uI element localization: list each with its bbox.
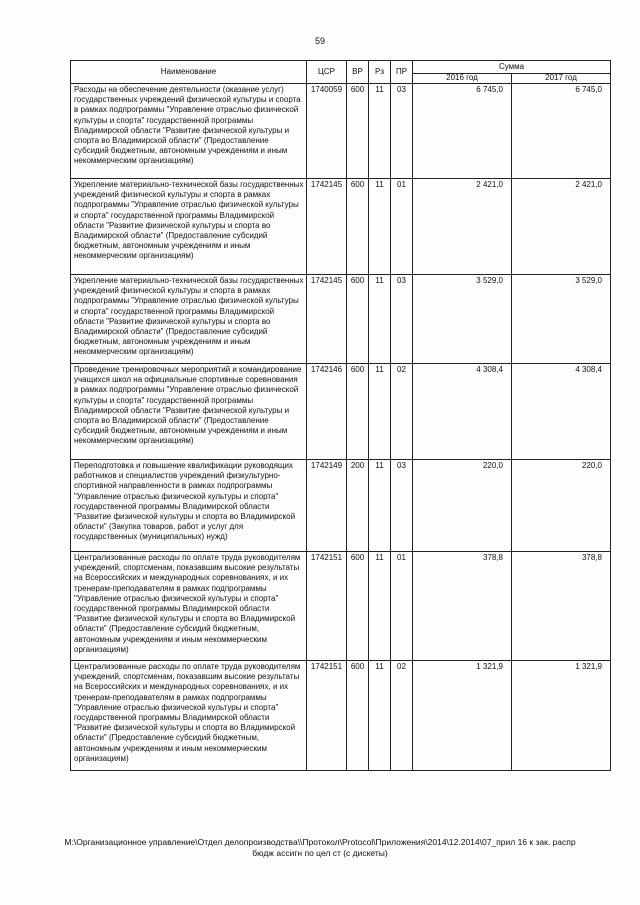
header-vr: ВР — [347, 61, 369, 84]
table-row — [71, 660, 611, 770]
row-pr-cell: 02 — [391, 660, 413, 770]
row-pr-cell: 03 — [391, 459, 413, 551]
row-name-cell: Переподготовка и повышение квалификации руководящих работников и специалистов учреждений физкультурно-спортивной направленности в рамках подпрограммы "Управление отраслью физической культуры и спорта" государственной программы Владимирской области "Развитие физической культуры и спорта во Владимирской области" (Закупка товаров, работ и услуг для государственных (муниципальных) нужд) — [71, 459, 307, 551]
row-csr-cell: 1742149 — [307, 459, 347, 551]
row-sum-2016-cell: 4 308,4 — [413, 363, 512, 459]
row-name-cell: Укрепление материально-технической базы государственных учреждений физической культуры и спорта в рамках подпрограммы "Управление отраслью физической культуры и спорта" государственной программы Владимирской области "Развитие физической культуры и спорта во Владимирской области" (Предоставление субсидий бюджетным, автономным учреждениям и иным некоммерческим организациям) — [71, 274, 307, 363]
row-pr-cell: 01 — [391, 178, 413, 274]
row-pr-cell: 01 — [391, 551, 413, 660]
header-year-2017: 2017 год — [512, 74, 611, 84]
row-sum-2017-cell: 220,0 — [512, 459, 611, 551]
row-name-cell: Проведение тренировочных мероприятий и командирование учащихся школ на официальные спортивные соревнования в рамках подпрограммы "Управление отраслью физической культуры и спорта" государственной программы Владимирской области "Развитие физической культуры и спорта во Владимирской области" (Предоставление субсидий бюджетным, автономным учреждениям и иным некоммерческим организациям) — [71, 363, 307, 459]
row-vr-cell: 600 — [347, 363, 369, 459]
row-rz-cell: 11 — [369, 551, 391, 660]
table-row — [71, 551, 611, 660]
row-vr-cell: 600 — [347, 660, 369, 770]
row-sum-2017-cell: 3 529,0 — [512, 274, 611, 363]
row-sum-2017-cell: 378,8 — [512, 551, 611, 660]
row-csr-cell: 1740059 — [307, 83, 347, 178]
table-row — [71, 363, 611, 459]
row-pr-cell: 03 — [391, 83, 413, 178]
row-pr-cell: 03 — [391, 274, 413, 363]
row-sum-2017-cell: 6 745,0 — [512, 83, 611, 178]
table-row — [71, 83, 611, 178]
header-sum: Сумма — [413, 61, 611, 74]
header-rz: Рз — [369, 61, 391, 84]
row-sum-2016-cell: 3 529,0 — [413, 274, 512, 363]
row-csr-cell: 1742151 — [307, 551, 347, 660]
row-csr-cell: 1742145 — [307, 178, 347, 274]
row-name-cell: Централизованные расходы по оплате труда руководителям учреждений, спортсменам, показавшим высокие результаты на Всероссийских и международных соревнованиях, и их тренерам-преподавателям в рамках подпрограммы "Управление отраслью физической культуры и спорта" государственной программы Владимирской области "Развитие физической культуры и спорта во Владимирской области" (Предоставление субсидий бюджетным, автономным учреждениям и иным некоммерческим организациям) — [71, 660, 307, 770]
table-row — [71, 459, 611, 551]
row-rz-cell: 11 — [369, 274, 391, 363]
page-number: 59 — [314, 36, 325, 46]
footer-path-continuation: бюдж ассигн по цел ст (с дискеты) — [252, 848, 388, 859]
row-name-cell: Укрепление материально-технической базы государственных учреждений физической культуры и спорта в рамках подпрограммы "Управление отраслью физической культуры и спорта" государственной программы Владимирской области "Развитие физической культуры и спорта во Владимирской области" (Предоставление субсидий бюджетным, автономным учреждениям и иным некоммерческим организациям) — [71, 178, 307, 274]
row-vr-cell: 600 — [347, 551, 369, 660]
footer — [60, 837, 580, 860]
header-csr: ЦСР — [307, 61, 347, 84]
row-vr-cell: 600 — [347, 274, 369, 363]
row-name-cell: Централизованные расходы по оплате труда руководителям учреждений, спортсменам, показавшим высокие результаты на Всероссийских и международных соревнованиях, и их тренерам-преподавателям в рамках подпрограммы "Управление отраслью физической культуры и спорта" государственной программы Владимирской области "Развитие физической культуры и спорта во Владимирской области" (Предоставление субсидий бюджетным, автономным учреждениям и иным некоммерческим организациям) — [71, 551, 307, 660]
row-sum-2016-cell: 378,8 — [413, 551, 512, 660]
row-sum-2016-cell: 220,0 — [413, 459, 512, 551]
row-sum-2017-cell: 2 421,0 — [512, 178, 611, 274]
footer-path-line: М:\Организационное управление\Отдел делопроизводства\\Протокол\Protocol\Приложения\2014\12.2014\07_прил 16 к зак. распр — [64, 837, 576, 847]
header-name: Наименование — [71, 61, 307, 84]
row-csr-cell: 1742146 — [307, 363, 347, 459]
budget-table — [70, 60, 611, 771]
table-row — [71, 274, 611, 363]
header-pr: ПР — [391, 61, 413, 84]
row-vr-cell: 200 — [347, 459, 369, 551]
row-rz-cell: 11 — [369, 459, 391, 551]
row-vr-cell: 600 — [347, 178, 369, 274]
row-vr-cell: 600 — [347, 83, 369, 178]
row-sum-2016-cell: 2 421,0 — [413, 178, 512, 274]
row-sum-2017-cell: 4 308,4 — [512, 363, 611, 459]
row-sum-2017-cell: 1 321,9 — [512, 660, 611, 770]
row-rz-cell: 11 — [369, 83, 391, 178]
row-pr-cell: 02 — [391, 363, 413, 459]
row-sum-2016-cell: 6 745,0 — [413, 83, 512, 178]
row-rz-cell: 11 — [369, 660, 391, 770]
table-row — [71, 178, 611, 274]
row-sum-2016-cell: 1 321,9 — [413, 660, 512, 770]
row-name-cell: Расходы на обеспечение деятельности (оказание услуг) государственных учреждений физической культуры и спорта в рамках подпрограммы "Управление отраслью физической культуры и спорта" государственной программы Владимирской области "Развитие физической культуры и спорта во Владимирской области" (Предоставление субсидий бюджетным, автономным учреждениям и иным некоммерческим организациям) — [71, 83, 307, 178]
header-year-2016: 2016 год — [413, 74, 512, 84]
row-csr-cell: 1742145 — [307, 274, 347, 363]
row-csr-cell: 1742151 — [307, 660, 347, 770]
row-rz-cell: 11 — [369, 178, 391, 274]
row-rz-cell: 11 — [369, 363, 391, 459]
